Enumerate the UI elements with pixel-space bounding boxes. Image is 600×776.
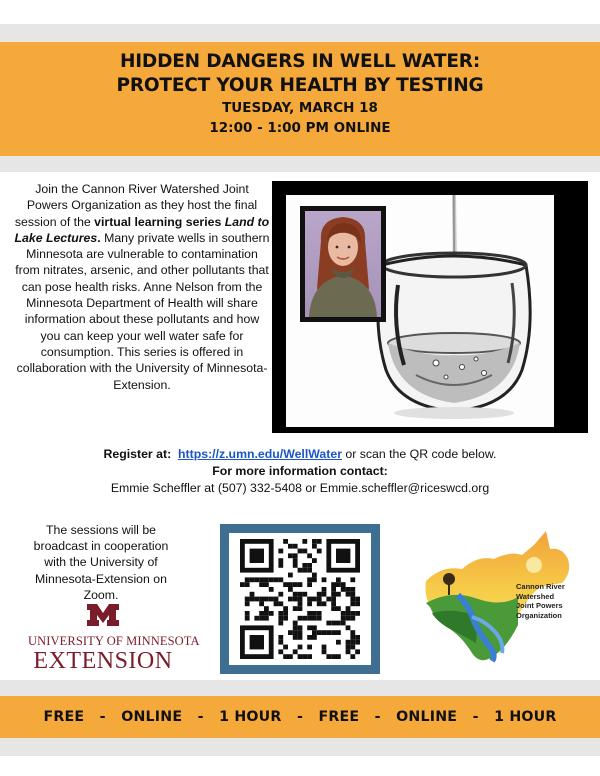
qr-code-background — [229, 533, 371, 665]
description-series-name: Land to Lake Lectures — [14, 214, 270, 245]
crwjpo-line-3: Joint Powers — [516, 601, 563, 611]
register-line — [0, 446, 600, 463]
crwjpo-logo — [422, 525, 582, 675]
title-line-1: HIDDEN DANGERS IN WELL WATER: — [119, 51, 481, 72]
contact-label: For more information contact: — [212, 464, 388, 478]
crwjpo-line-2: Watershed — [516, 591, 555, 601]
description-bold-2: . — [97, 230, 101, 245]
umn-university-name: UNIVERSITY OF MINNESOTA — [28, 634, 200, 648]
top-grey-band — [0, 24, 600, 42]
photo-frame — [272, 181, 588, 433]
crwjpo-line-4: Organization — [516, 610, 562, 620]
title-line-2: PROTECT YOUR HEALTH BY TESTING — [116, 75, 484, 96]
description-part-2: Many private wells in southern Minnesota are vulnerable to contamination from nitrates, arsenic, and other pollutants that can pose health risks. Anne Nelson from the Minnesota Department of Health will share information about these pollutants and how you can keep your well water safe for consumption. This series is offered in collaboration with the University of Minnesota-Extension. — [15, 230, 270, 392]
register-link[interactable]: https://z.umn.edu/WellWater — [178, 447, 342, 461]
header-banner — [0, 42, 600, 156]
umn-block-m-icon — [87, 604, 119, 626]
footer-grey-band-bottom — [0, 738, 600, 756]
speaker-portrait — [305, 211, 381, 317]
footer-text: FREE - ONLINE - 1 HOUR - FREE - ONLINE - 1 HOUR — [43, 709, 557, 725]
qr-code-frame — [220, 524, 380, 674]
speaker-portrait-illustration — [305, 211, 381, 317]
description-bold-1: virtual learning series — [94, 214, 225, 229]
umn-extension-logo — [28, 604, 200, 674]
crwjpo-name — [516, 582, 582, 620]
contact-line: Emmie Scheffler at (507) 332-5408 or Emmie.scheffler@riceswcd.org — [110, 481, 490, 495]
qr-code-icon[interactable] — [229, 533, 371, 665]
header-grey-band — [0, 156, 600, 172]
umn-extension-name: EXTENSION — [33, 648, 173, 674]
footer-banner — [0, 696, 600, 738]
event-date: TUESDAY, MARCH 18 — [222, 100, 378, 116]
speaker-portrait-frame — [300, 206, 386, 322]
event-time: 12:00 - 1:00 PM ONLINE — [209, 120, 391, 136]
register-label: Register at: — [103, 447, 172, 461]
footer-grey-band-top — [0, 680, 600, 696]
event-description — [14, 181, 270, 393]
registration-info — [0, 446, 600, 497]
register-suffix: or scan the QR code below. — [341, 447, 497, 461]
crwjpo-line-1: Cannon River — [516, 582, 565, 591]
broadcast-note: The sessions will be broadcast in cooperation with the University of Minnesota-Extension on Zoom. — [33, 523, 169, 602]
water-glass-photo — [286, 195, 554, 427]
description-part-1: Join the Cannon River Watershed Joint Powers Organization as they host the final session of the — [14, 182, 258, 229]
